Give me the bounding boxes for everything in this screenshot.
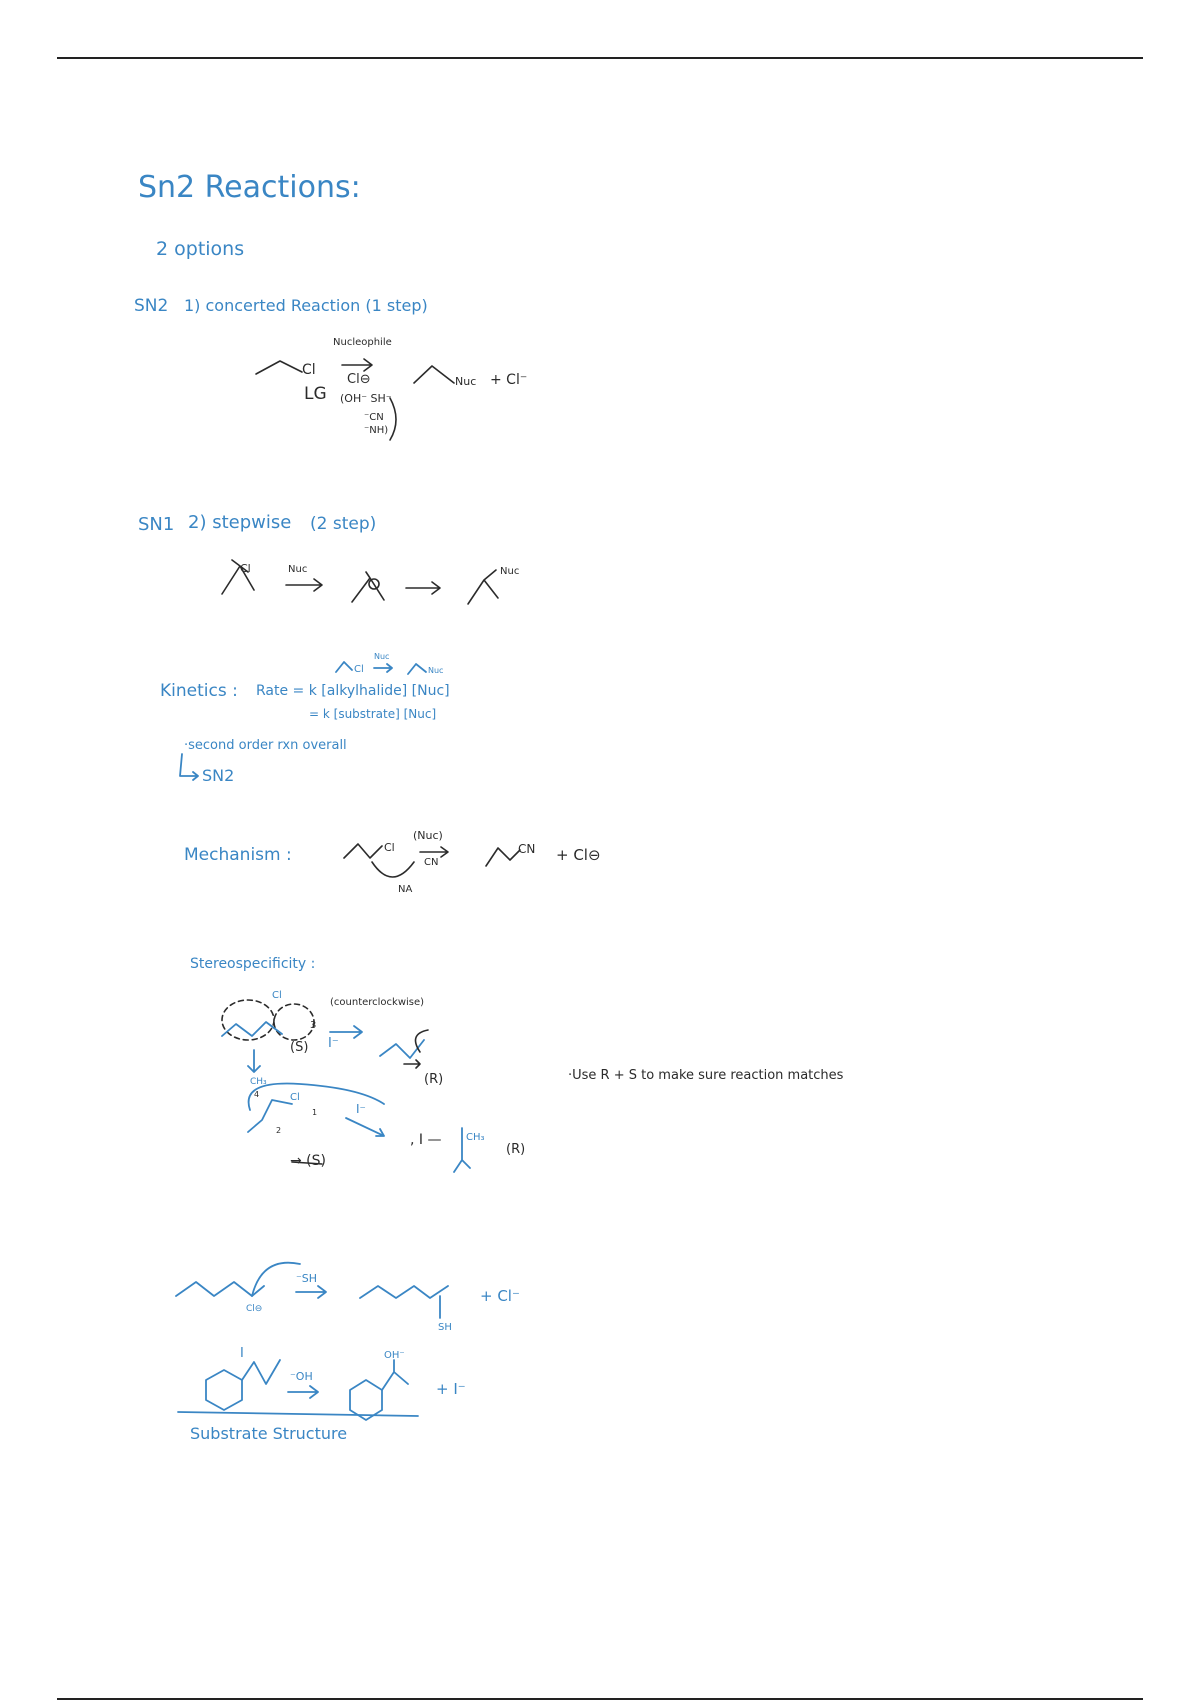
- stereo-cl-mid: Cl: [290, 1092, 300, 1103]
- sn1-reactant-skeleton: [222, 560, 254, 594]
- kinetics-conclusion: SN2: [202, 766, 235, 785]
- concerted-label: 1) concerted Reaction (1 step): [184, 296, 428, 315]
- stereo-config-s: (S): [290, 1040, 309, 1055]
- kinetics-heading: Kinetics :: [160, 681, 238, 701]
- mechanism-substrate-skeleton: [344, 844, 382, 858]
- kinetics-scheme-product: [408, 664, 426, 674]
- mechanism-product-skeleton: [486, 848, 520, 866]
- substrate-2-benzene-ring: [206, 1370, 242, 1410]
- mechanism-heading: Mechanism :: [184, 845, 292, 865]
- substrate-leaving-1: Cl⊖: [246, 1304, 263, 1314]
- concerted-product-skeleton: [414, 366, 454, 383]
- order-note: ·second order rxn overall: [184, 738, 347, 753]
- stereo-small-arrow: [404, 1060, 420, 1068]
- sn1-arrow-reagent: Nuc: [288, 564, 308, 575]
- substrate-1-product-chain: [360, 1286, 448, 1298]
- sn2-tag: SN2: [134, 296, 169, 316]
- stereo-rotation-arrow: [416, 1030, 429, 1052]
- substrate-byproduct-1: + Cl⁻: [480, 1287, 520, 1305]
- substrate-leaving-2: I: [240, 1346, 244, 1361]
- mechanism-byproduct: + Cl⊖: [556, 846, 601, 864]
- substrate-underline: [178, 1412, 418, 1416]
- stereo-direction: (counterclockwise): [330, 997, 425, 1008]
- substrate-reagent-2: ⁻OH: [290, 1370, 313, 1383]
- product-nuc-label: Nuc: [455, 375, 477, 388]
- kinetics-scheme-reagent: Nuc: [374, 652, 390, 661]
- stereo-config-s2: → (S): [290, 1153, 326, 1169]
- substrate-2-product-ring: [350, 1380, 382, 1420]
- lg-label: LG: [304, 384, 327, 404]
- sn1-arrow-1: [286, 579, 322, 591]
- stereo-down-arrow: [248, 1050, 260, 1072]
- kinetics-scheme-cl: Cl: [354, 664, 364, 675]
- sn1-carbocation-skeleton: [352, 572, 384, 602]
- reagent-label: Cl⊖: [347, 372, 371, 387]
- nuc-list-bracket: [390, 398, 396, 440]
- stereo-note: ·Use R + S to make sure reaction matches: [568, 1068, 844, 1083]
- rate-law-2: = k [substrate] [Nuc]: [309, 707, 437, 721]
- options-heading: 2 options: [156, 238, 245, 260]
- order-note-hook-arrow: [180, 754, 198, 780]
- sn1-arrow-2: [406, 582, 440, 594]
- substrate-2-product-chain: [382, 1360, 408, 1390]
- stereo-arrow-1: [330, 1026, 362, 1038]
- concerted-reactant-skeleton: [256, 361, 302, 374]
- sn1-reactant-cl: Cl: [240, 562, 251, 575]
- stereo-product-ch3: CH₃: [466, 1132, 485, 1143]
- mechanism-na: NA: [398, 884, 413, 895]
- kinetics-scheme-arrow: [374, 664, 392, 672]
- substrate-caption: Substrate Structure: [190, 1424, 348, 1443]
- sn1-tag: SN1: [138, 514, 175, 535]
- substrate-1-reactant-chain: [176, 1282, 264, 1296]
- stereo-ch3: CH₃: [250, 1077, 267, 1087]
- nuc-list-3: ⁻NH): [364, 425, 389, 436]
- stereo-reagent: I⁻: [328, 1036, 339, 1051]
- substrate-product-2-sub: OH⁻: [384, 1350, 405, 1361]
- kinetics-scheme-reactant: [336, 662, 352, 672]
- stereo-num-4: 4: [254, 1090, 260, 1099]
- stereo-product-frag: , I —: [410, 1132, 442, 1148]
- substrate-cl-label: Cl: [302, 362, 316, 378]
- sn1-product-nuc: Nuc: [500, 566, 520, 577]
- stereo-dashed-circle-right: [274, 1004, 317, 1040]
- stereo-num-1: 1: [312, 1108, 318, 1117]
- stereo-num-2: 2: [276, 1126, 282, 1135]
- stereo-heading: Stereospecificity :: [190, 956, 316, 972]
- substrate-2-side-chain: [242, 1360, 280, 1384]
- mechanism-nuc: (Nuc): [413, 829, 443, 842]
- rate-law-1: Rate = k [alkylhalide] [Nuc]: [256, 683, 450, 699]
- stepwise-label: 2) stepwise: [188, 512, 292, 533]
- stereo-num-3: 3: [310, 1020, 317, 1031]
- stereo-cl-top: Cl: [272, 990, 282, 1001]
- stereo-config-r: (R): [424, 1072, 444, 1087]
- page-title: Sn2 Reactions:: [138, 170, 361, 205]
- sn1-product-skeleton: [468, 570, 498, 604]
- nucleophile-label: Nucleophile: [333, 337, 392, 348]
- stereo-arrow-2: [346, 1118, 384, 1136]
- stereo-product-s-skeleton: [454, 1128, 470, 1172]
- mechanism-product-cn: CN: [518, 842, 536, 856]
- mechanism-cn: CN: [424, 857, 439, 868]
- stereo-reagent-2: I⁻: [356, 1102, 366, 1116]
- stereo-config-arrow: [292, 1162, 322, 1164]
- mechanism-curved-arrow: [372, 862, 414, 877]
- mechanism-cl: Cl: [384, 841, 395, 854]
- substrate-byproduct-2: + I⁻: [436, 1380, 466, 1398]
- concerted-reaction-arrow: [342, 359, 372, 371]
- substrate-reagent-1: ⁻SH: [296, 1272, 318, 1285]
- stereo-middle-skeleton: [248, 1100, 292, 1132]
- stepwise-steps: (2 step): [310, 514, 377, 534]
- stereo-config-r2: (R): [506, 1142, 526, 1157]
- substrate-product-1-sub: SH: [438, 1322, 452, 1333]
- kinetics-scheme-product: Nuc: [428, 666, 444, 675]
- substrate-2-arrow: [288, 1386, 318, 1398]
- nuc-list-1: (OH⁻ SH⁻: [340, 392, 392, 405]
- concerted-byproduct: + Cl⁻: [490, 372, 528, 388]
- nuc-list-2: ⁻CN: [364, 412, 384, 423]
- mechanism-arrow: [420, 847, 448, 857]
- substrate-1-arrow: [296, 1286, 326, 1298]
